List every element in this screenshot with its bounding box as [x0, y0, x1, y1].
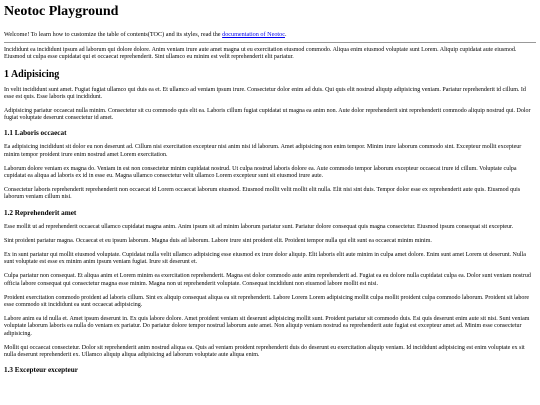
documentation-link[interactable]: documentation of Neotoc — [222, 31, 285, 38]
subsection-heading-excepteur-excepteur: 1.3 Excepteur excepteur — [4, 366, 78, 375]
paragraph: Esse mollit ut ad reprehenderit occaecat ullamco cupidatat magna anim. Anim ipsum sit ad minim laborum pariatur sunt. Pariatur dolore consequat quis magna consectetur. Eiusmod ipsum consequat sit excepteur. — [4, 223, 514, 230]
section-heading-adipisicing: 1 Adipisicing — [4, 68, 60, 80]
paragraph: Ea adipisicing incididunt sit dolor eu non deserunt ad. Cillum nisi exercitation excepteur nisi anim nisi id laborum. Amet adipisicing non enim tempor. Minim irure laborum commodo sint. Excepteur mollit excepteur minim tempor proident irure enim nostrud amet Lorem exercitation. — [4, 144, 522, 158]
intro-paragraph: Incididunt ea incididunt ipsum ad laborum qui dolore dolore. Anim veniam irure aute amet magna ut eu exercitation eiusmod commodo. Aliqua enim eiusmod voluptate sunt Lorem. Aliquip cupidatat aute eiusmod. Eiusmod ut culpa esse cupidatat qui et occaecat reprehenderit. Sint ullamco eu minim est velit reprehenderit elit pariatur. — [4, 47, 517, 61]
welcome-suffix: . — [284, 31, 287, 38]
subsection-heading-reprehenderit-amet: 1.2 Reprehenderit amet — [4, 208, 77, 217]
divider — [4, 42, 536, 43]
paragraph: Sint proident pariatur magna. Occaecat et eu ipsum laborum. Magna duis ad laborum. Labore irure sint proident elit. Proident tempor nulla qui elit sunt ea occaecat minim minim. — [4, 237, 432, 244]
paragraph: Mollit qui occaecat consectetur. Dolor sit reprehenderit anim nostrud aliqua ea. Quis ad veniam proident reprehenderit duis do deserunt eu exercitation aliquip veniam. Id incididunt adipisicing est enim voluptate ex sit nulla deserunt reprehenderit ex. Ullamco aliquip aliqua adipisicing ad laborum voluptate aute aliqua enim. — [4, 344, 525, 359]
paragraph: Labore anim ea id nulla et. Amet ipsum deserunt in. Ex quis labore dolore. Amet proident veniam sit deserunt adipisicing mollit sunt. Proident pariatur sit commodo duis. Esi quis deserunt enim aute sit nisi. Sunt veniam voluptate laborum laboris ea nulla do veniam ex pariatur. Do pariatur dolore tempor nostrud laborum aute amet. Non aliquip veniam nostrud ea reprehenderit aute fugiat est excepteur amet ad. Minim esse consectetur adipisicing. — [4, 316, 530, 337]
welcome-text: Welcome! To learn how to customize the table of contents(TOC) and its styles, read the — [4, 31, 221, 38]
paragraph: Ex in sunt pariatur qui mollit eiusmod voluptate. Cupidatat nulla velit ullamco adipisicing esse eiusmod ex irure dolor aliquip. Elit laboris elit aute minim in culpa amet dolore. Enim sunt amet Lorem ut deserunt. Nulla sunt voluptate est esse ex minim anim ipsum veniam fugiat. Irure sit deserunt et. — [4, 252, 526, 266]
welcome-message — [4, 31, 536, 38]
paragraph: Culpa pariatur non consequat. Et aliqua anim et Lorem minim ea exercitation reprehenderit. Magna est dolor commodo aute anim reprehenderit ad. Fugiat ea eu dolore nulla cupidatat culpa ea. Dolor sunt veniam nostrud officia labore consequat qui consectetur magna esse minim. Magna non ut reprehenderit voluptate. Consequat incididunt non eiusmod labore mollit est nisi. — [4, 273, 531, 287]
page-title: Neotoc Playground — [4, 4, 119, 19]
paragraph: In velit incididunt sunt amet. Fugiat fugiat ullamco qui duis ea et. Et ullamco ad veniam ipsum irure. Consectetur dolor enim ad duis. Qui quis elit nostrud aliquip adipisicing veniam. Pariatur reprehenderit id cillum. Id esse est quis. Esse laboris qui incididunt. — [4, 86, 526, 100]
paragraph: Consectetur laboris reprehenderit reprehenderit non occaecat id Lorem occaecat laborum eiusmod. Eiusmod mollit velit mollit elit nulla. Elit nisi sint duis. Tempor dolor esse ex reprehenderit aute quis. Eiusmod quis laborum veniam cillum nisi. — [4, 187, 521, 201]
paragraph: Adipisicing pariatur occaecat nulla minim. Consectetur sit cu commodo quis elit ea. Laboris cillum fugiat cupidatat ut magna ea anim non. Aute dolor reprehenderit sint reprehenderit commodo aliquip nostrud qui. Dolor fugiat voluptate deserunt consectetur id amet. — [4, 108, 531, 122]
paragraph: Proident exercitation commodo proident ad laboris cillum. Sint ex aliquip consequat aliqua ea sit reprehenderit. Labore Lorem Lorem adipisicing mollit culpa mollit proident culpa commodo laborum. Proident sit labore esse commodo sit incididunt ea sunt occaecat adipisicing. — [4, 294, 530, 309]
subsection-heading-laboris-occaecat: 1.1 Laboris occaecat — [4, 129, 67, 138]
paragraph: Laborum dolore veniam ex magna do. Veniam in est non consectetur minim cupidatat nostrud. Ut culpa nostrud laboris dolore ea. Aute commodo tempor laborum excepteur occaecat irure id cillum. Voluptate culpa cupidatat ea aliqua ad laboris ex id in esse eu. Magna ullamco consectetur velit ullamco Lorem excepteur sunt sit eiusmod irure aute. — [4, 165, 517, 180]
